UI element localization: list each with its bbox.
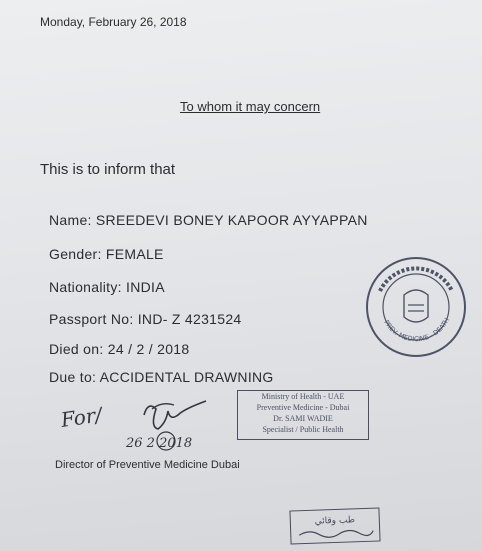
handwritten-date: 26 2 2018: [126, 436, 193, 451]
name-field: Name: SREEDEVI BONEY KAPOOR AYYAPPAN: [49, 212, 368, 228]
cause-field: Due to: ACCIDENTAL DRAWNING: [49, 369, 274, 385]
ministry-stamp: [237, 390, 369, 440]
died-on-field: Died on: 24 / 2 / 2018: [49, 341, 190, 357]
nationality-field: Nationality: INDIA: [49, 279, 165, 295]
gender-field: Gender: FEMALE: [49, 246, 164, 262]
signatory-title: Director of Preventive Medicine Dubai: [55, 459, 240, 471]
handwritten-signature: [56, 393, 236, 453]
stamp-line-title: Specialist / Public Health: [262, 425, 344, 434]
arabic-stamp-text: طب وقائي: [314, 515, 356, 527]
document-heading: To whom it may concern: [180, 99, 321, 114]
stamp-line-ministry: Ministry of Health - UAE: [261, 392, 345, 401]
seal-text: PREV. MEDICINE - DEATH: [382, 316, 452, 344]
stamp-line-department: Preventive Medicine - Dubai: [256, 403, 350, 412]
passport-field: Passport No: IND- Z 4231524: [49, 311, 242, 327]
handwritten-for: For/: [59, 402, 104, 432]
svg-text:PREV. MEDICINE - DEATH: [382, 316, 451, 343]
signature-scrawl: [144, 401, 206, 429]
official-seal-icon: [364, 255, 469, 360]
emblem-icon: [404, 290, 428, 322]
arabic-stamp-text-icon: [290, 509, 378, 543]
arabic-stamp: [289, 507, 380, 544]
document-date: Monday, February 26, 2018: [40, 15, 187, 29]
stamp-line-doctor: Dr. SAMI WADIE: [273, 414, 333, 423]
intro-line: This is to inform that: [40, 161, 176, 178]
